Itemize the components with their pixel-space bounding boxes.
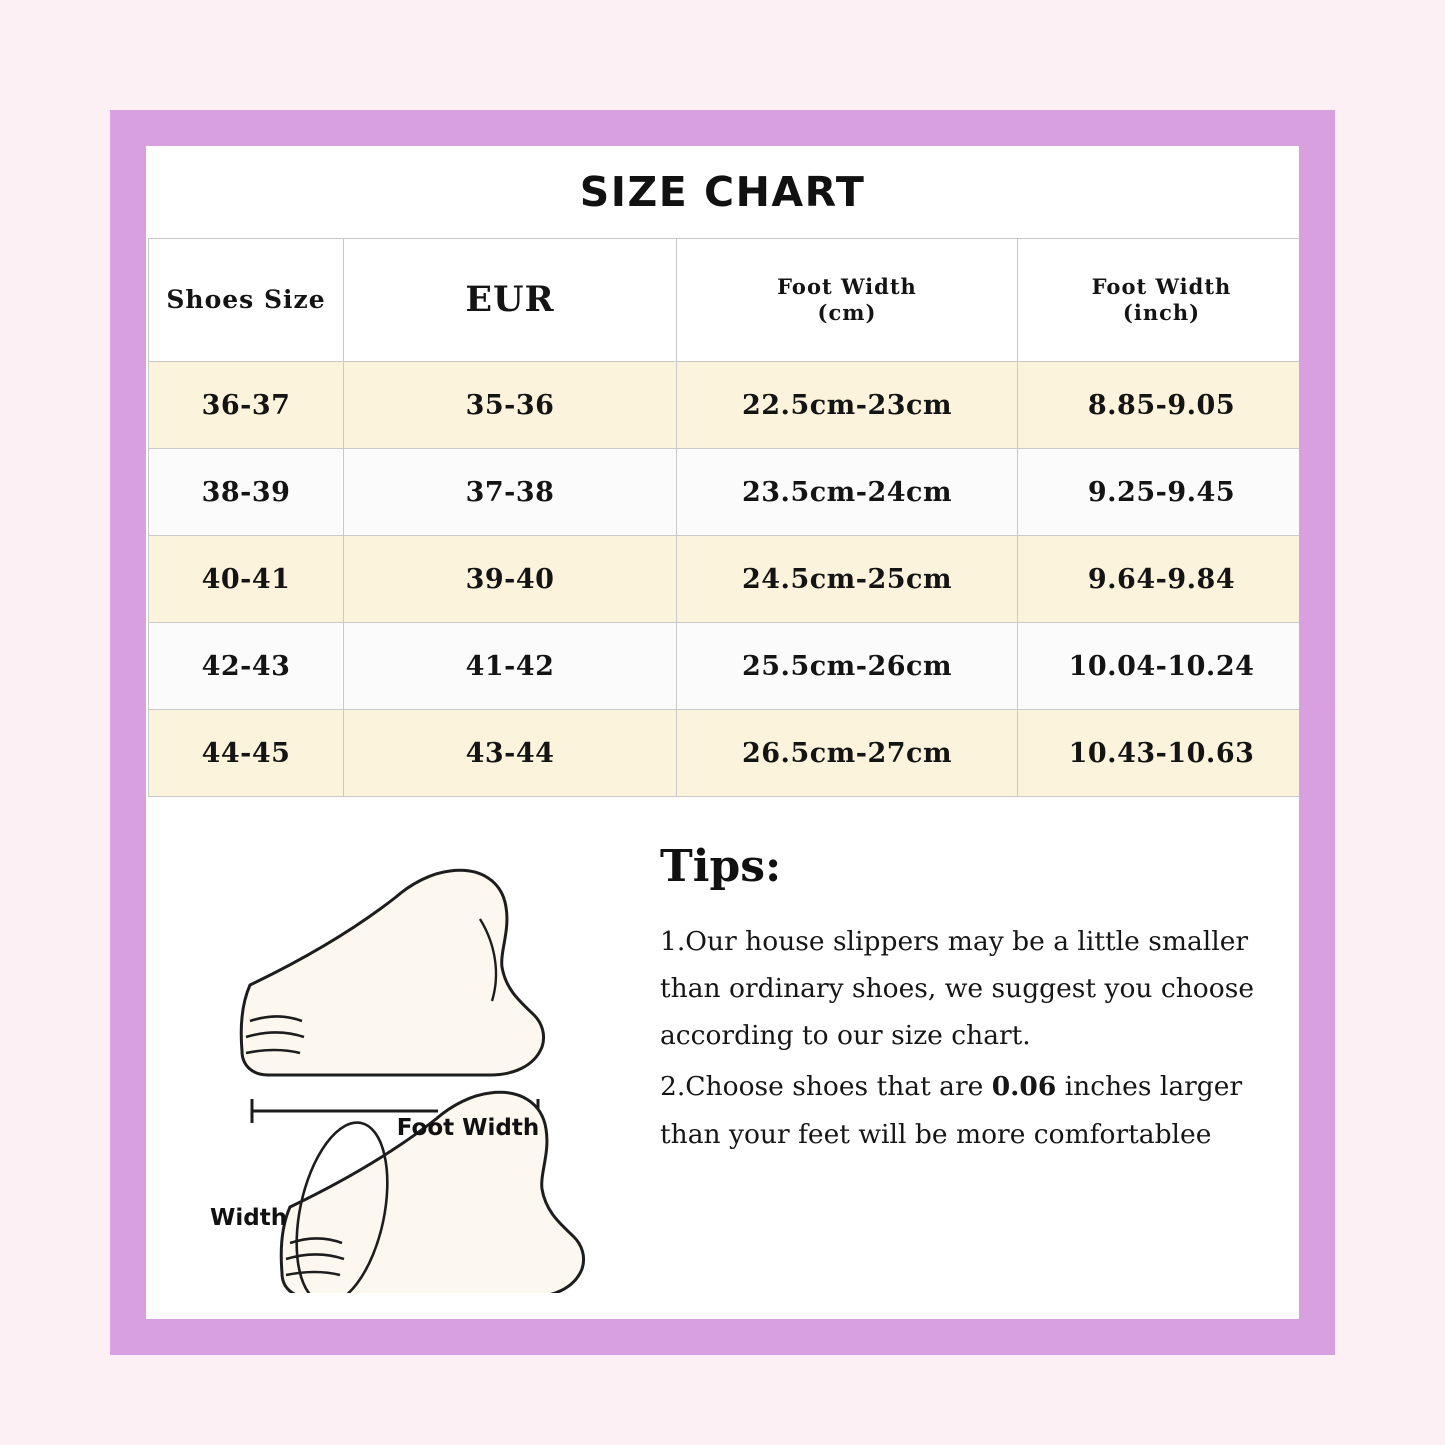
tips-body [660, 918, 1285, 1158]
cell-eur: 37-38 [344, 449, 677, 536]
cell-foot-width-cm: 22.5cm-23cm [677, 362, 1018, 449]
cell-foot-width-cm: 25.5cm-26cm [677, 623, 1018, 710]
foot-width-label: Foot Width [396, 1115, 540, 1141]
cell-foot-width-inch: 10.43-10.63 [1018, 710, 1300, 797]
column-header-eur [344, 239, 677, 362]
table-row [149, 536, 1300, 623]
table-row [149, 623, 1300, 710]
cell-shoes-size: 44-45 [149, 710, 344, 797]
tips-panel [650, 823, 1295, 1298]
cell-shoes-size: 36-37 [149, 362, 344, 449]
column-header-foot-width-inch-label: Foot Width [1091, 273, 1232, 299]
tips-line-2 [660, 1063, 1285, 1157]
column-header-foot-width-cm-unit: (cm) [817, 300, 877, 325]
table-header-row [149, 239, 1300, 362]
width-label: Width [210, 1205, 288, 1231]
cell-foot-width-inch: 10.04-10.24 [1018, 623, 1300, 710]
size-table [148, 238, 1299, 797]
tips-line-2-post: inches larger than your feet will be more comfortablee [660, 1071, 1243, 1150]
figure-panel [150, 823, 650, 1298]
tips-heading: Tips: [660, 841, 782, 892]
tips-line-1: 1.Our house slippers may be a little smaller than ordinary shoes, we suggest you choose according to our size chart. [660, 926, 1254, 1052]
cell-eur: 39-40 [344, 536, 677, 623]
column-header-foot-width-cm-label: Foot Width [777, 273, 917, 299]
page-title: SIZE CHART [579, 168, 866, 216]
cell-eur: 43-44 [344, 710, 677, 797]
lower-section [146, 823, 1299, 1298]
cell-shoes-size: 38-39 [149, 449, 344, 536]
cell-foot-width-inch: 9.25-9.45 [1018, 449, 1300, 536]
column-header-foot-width-inch [1018, 239, 1300, 362]
cell-eur: 41-42 [344, 623, 677, 710]
column-header-shoes-size [149, 239, 344, 362]
cell-shoes-size: 42-43 [149, 623, 344, 710]
cell-foot-width-cm: 24.5cm-25cm [677, 536, 1018, 623]
cell-foot-width-cm: 26.5cm-27cm [677, 710, 1018, 797]
column-header-foot-width-inch-unit: (inch) [1122, 300, 1201, 325]
tips-line-2-emphasis: 0.06 [991, 1071, 1057, 1103]
cell-foot-width-inch: 8.85-9.05 [1018, 362, 1300, 449]
column-header-foot-width-cm [677, 239, 1018, 362]
cell-foot-width-cm: 23.5cm-24cm [677, 449, 1018, 536]
tips-line-2-pre: 2.Choose shoes that are [660, 1071, 992, 1103]
column-header-eur-label: EUR [465, 279, 555, 321]
purple-frame [110, 110, 1335, 1355]
table-row [149, 710, 1300, 797]
chart-card [146, 146, 1299, 1319]
table-row [149, 449, 1300, 536]
cell-eur: 35-36 [344, 362, 677, 449]
table-row [149, 362, 1300, 449]
cell-foot-width-inch: 9.64-9.84 [1018, 536, 1300, 623]
foot-side-view-icon [241, 870, 543, 1075]
cell-shoes-size: 40-41 [149, 536, 344, 623]
foot-diagrams [150, 823, 650, 1293]
column-header-shoes-size-label: Shoes Size [166, 285, 326, 315]
